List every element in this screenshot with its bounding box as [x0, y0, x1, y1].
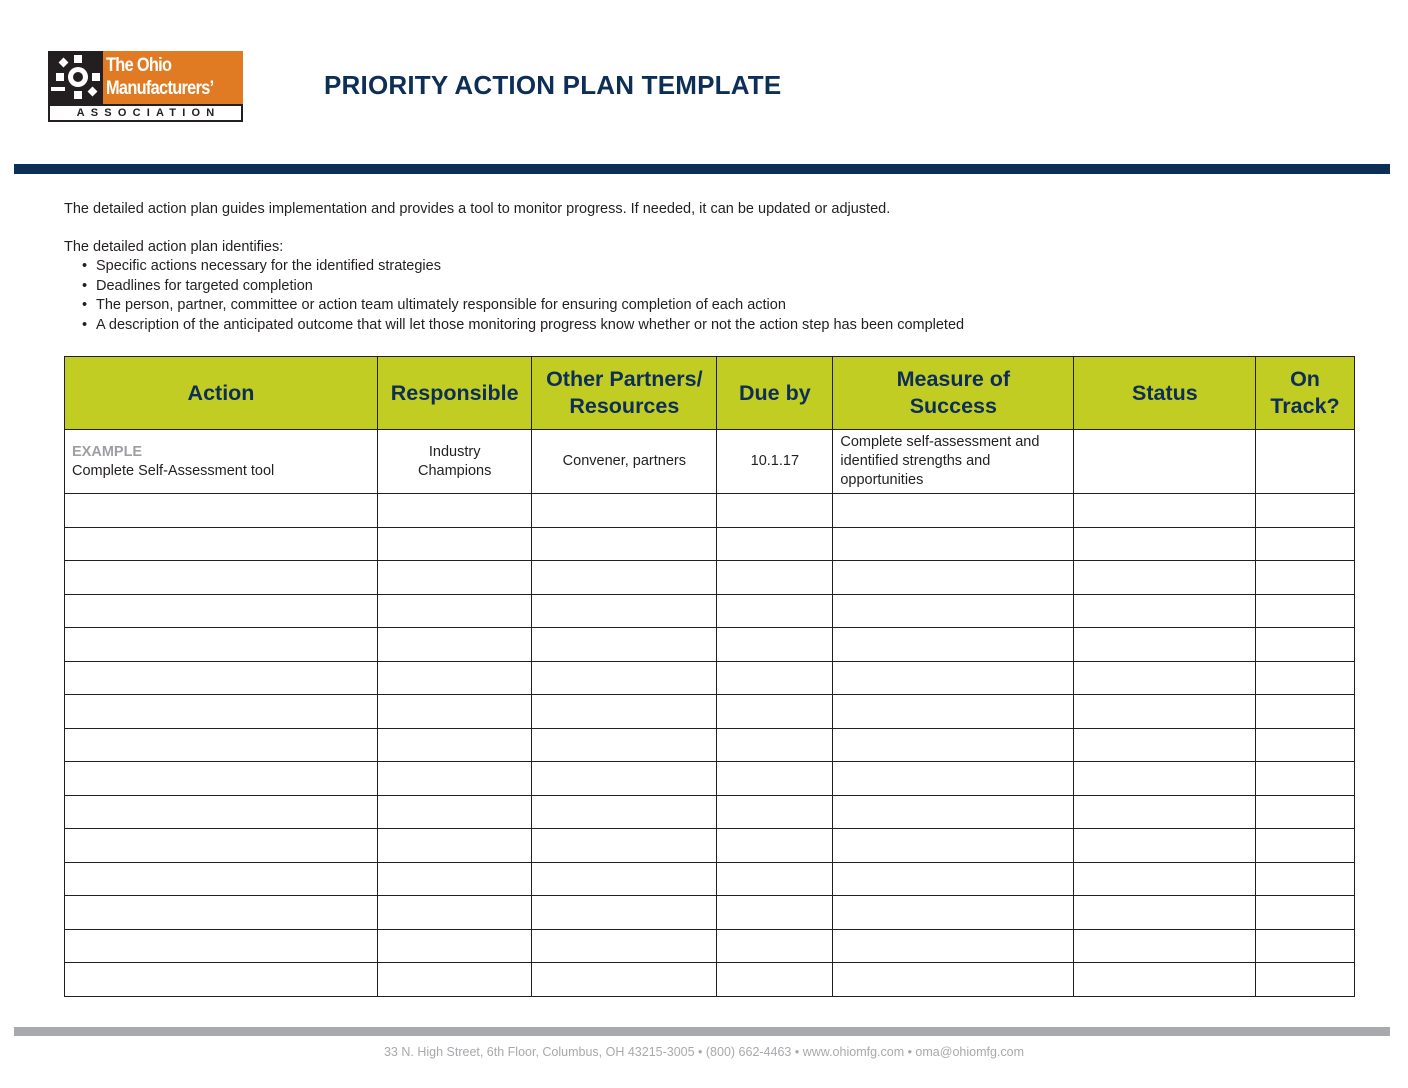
cell-status[interactable] — [1074, 628, 1256, 662]
cell-status[interactable] — [1074, 728, 1256, 762]
cell-on-track[interactable] — [1256, 594, 1354, 628]
cell-responsible[interactable] — [378, 628, 532, 662]
table-row — [65, 628, 1355, 662]
example-responsible-cell[interactable] — [378, 430, 532, 494]
example-label: EXAMPLE — [72, 443, 143, 460]
intro-list-heading: The detailed action plan identifies: — [64, 238, 284, 255]
list-item: • The person, partner, committee or action team ultimately responsible for ensuring completion of each action — [64, 296, 964, 316]
table-row — [65, 661, 1355, 695]
table-row — [65, 494, 1355, 528]
cell-action[interactable] — [65, 661, 378, 695]
cell-measure[interactable] — [833, 661, 1074, 695]
column-header-status: Status — [1074, 357, 1256, 430]
list-item: • Deadlines for targeted completion — [64, 277, 964, 297]
cell-due-by[interactable] — [717, 963, 833, 997]
cell-action[interactable] — [65, 829, 378, 863]
cell-on-track[interactable] — [1256, 795, 1354, 829]
cell-on-track[interactable] — [1256, 963, 1354, 997]
table-row — [65, 762, 1355, 796]
logo-wordmark — [106, 54, 223, 100]
cell-responsible[interactable] — [378, 527, 532, 561]
cell-partners[interactable] — [532, 762, 717, 796]
cell-on-track[interactable] — [1256, 628, 1354, 662]
cell-action[interactable] — [65, 494, 378, 528]
table-row — [65, 896, 1355, 930]
cell-measure[interactable] — [833, 896, 1074, 930]
header-divider — [14, 164, 1390, 174]
cell-due-by[interactable] — [717, 896, 833, 930]
cell-responsible[interactable] — [378, 695, 532, 729]
example-partners-cell[interactable]: Convener, partners — [532, 430, 717, 494]
example-row — [65, 430, 1355, 494]
cell-due-by[interactable] — [717, 527, 833, 561]
column-header-due-by: Due by — [717, 357, 833, 430]
cell-on-track[interactable] — [1256, 561, 1354, 595]
page-title: PRIORITY ACTION PLAN TEMPLATE — [324, 70, 782, 100]
cell-measure[interactable] — [833, 594, 1074, 628]
cell-measure[interactable] — [833, 561, 1074, 595]
table-row — [65, 594, 1355, 628]
cell-status[interactable] — [1074, 862, 1256, 896]
column-header-partners: Other Partners/ Resources — [532, 357, 717, 430]
footer-divider — [14, 1027, 1390, 1036]
cell-responsible[interactable] — [378, 728, 532, 762]
oma-logo — [48, 51, 243, 122]
cell-partners[interactable] — [532, 862, 717, 896]
example-responsible: Industry Champions — [418, 443, 492, 479]
cell-action[interactable] — [65, 762, 378, 796]
cell-action[interactable] — [65, 963, 378, 997]
cell-status[interactable] — [1074, 561, 1256, 595]
cell-on-track[interactable] — [1256, 728, 1354, 762]
cell-responsible[interactable] — [378, 929, 532, 963]
cell-due-by[interactable] — [717, 795, 833, 829]
table-row — [65, 527, 1355, 561]
cell-responsible[interactable] — [378, 762, 532, 796]
table-row — [65, 829, 1355, 863]
cell-status[interactable] — [1074, 762, 1256, 796]
cell-due-by[interactable] — [717, 494, 833, 528]
cell-due-by[interactable] — [717, 628, 833, 662]
cell-measure[interactable] — [833, 494, 1074, 528]
cell-partners[interactable] — [532, 628, 717, 662]
cell-action[interactable] — [65, 728, 378, 762]
example-measure-cell[interactable] — [833, 430, 1074, 494]
cell-partners[interactable] — [532, 661, 717, 695]
logo-line-2: Manufacturers’ — [106, 78, 214, 99]
column-header-on-track: On Track? — [1256, 357, 1354, 430]
list-item: • A description of the anticipated outcome that will let those monitoring progress know whether or not the action step has been completed — [64, 316, 964, 336]
example-measure: Complete self-assessment and identified strengths and opportunities — [840, 434, 1040, 488]
table-row — [65, 728, 1355, 762]
cell-status[interactable] — [1074, 661, 1256, 695]
cell-status[interactable] — [1074, 929, 1256, 963]
logo-association-text: ASSOCIATION — [76, 107, 221, 119]
cell-measure[interactable] — [833, 929, 1074, 963]
cell-status[interactable] — [1074, 594, 1256, 628]
table-row — [65, 862, 1355, 896]
cell-responsible[interactable] — [378, 561, 532, 595]
intro-paragraph: The detailed action plan guides implementation and provides a tool to monitor progress. If needed, it can be updated or adjusted. — [64, 201, 891, 217]
cell-responsible[interactable] — [378, 795, 532, 829]
example-on-track-cell[interactable] — [1256, 430, 1354, 494]
cell-measure[interactable] — [833, 795, 1074, 829]
cell-responsible[interactable] — [378, 661, 532, 695]
example-status-cell[interactable] — [1074, 430, 1256, 494]
cell-due-by[interactable] — [717, 661, 833, 695]
cell-due-by[interactable] — [717, 829, 833, 863]
cell-action[interactable] — [65, 527, 378, 561]
table-row — [65, 929, 1355, 963]
cell-status[interactable] — [1074, 829, 1256, 863]
cell-measure[interactable] — [833, 963, 1074, 997]
list-item: • Specific actions necessary for the identified strategies — [64, 257, 964, 277]
gear-figure-icon — [48, 51, 103, 104]
cell-partners[interactable] — [532, 594, 717, 628]
cell-responsible[interactable] — [378, 494, 532, 528]
cell-partners[interactable] — [532, 527, 717, 561]
cell-action[interactable] — [65, 628, 378, 662]
table-row — [65, 795, 1355, 829]
cell-partners[interactable] — [532, 896, 717, 930]
cell-on-track[interactable] — [1256, 494, 1354, 528]
cell-status[interactable] — [1074, 527, 1256, 561]
cell-status[interactable] — [1074, 494, 1256, 528]
cell-responsible[interactable] — [378, 896, 532, 930]
cell-responsible[interactable] — [378, 829, 532, 863]
cell-responsible[interactable] — [378, 862, 532, 896]
cell-due-by[interactable] — [717, 695, 833, 729]
table-header-row — [65, 357, 1355, 430]
cell-on-track[interactable] — [1256, 896, 1354, 930]
cell-action[interactable] — [65, 594, 378, 628]
intro-section — [64, 200, 964, 335]
cell-due-by[interactable] — [717, 594, 833, 628]
cell-partners[interactable] — [532, 561, 717, 595]
cell-action[interactable] — [65, 795, 378, 829]
cell-partners[interactable] — [532, 963, 717, 997]
cell-partners[interactable] — [532, 695, 717, 729]
footer-contact: 33 N. High Street, 6th Floor, Columbus, OH 43215-3005 • (800) 662-4463 • www.ohiomfg.com • oma@ohiomfg.com — [383, 1045, 1024, 1059]
cell-partners[interactable] — [532, 494, 717, 528]
cell-responsible[interactable] — [378, 963, 532, 997]
cell-partners[interactable] — [532, 728, 717, 762]
table-row — [65, 561, 1355, 595]
cell-measure[interactable] — [833, 527, 1074, 561]
cell-action[interactable] — [65, 862, 378, 896]
cell-action[interactable] — [65, 695, 378, 729]
cell-measure[interactable] — [833, 829, 1074, 863]
cell-status[interactable] — [1074, 963, 1256, 997]
column-header-action: Action — [65, 357, 378, 430]
cell-measure[interactable] — [833, 862, 1074, 896]
cell-responsible[interactable] — [378, 594, 532, 628]
cell-on-track[interactable] — [1256, 527, 1354, 561]
cell-measure[interactable] — [833, 728, 1074, 762]
cell-partners[interactable] — [532, 829, 717, 863]
cell-partners[interactable] — [532, 795, 717, 829]
cell-due-by[interactable] — [717, 762, 833, 796]
cell-due-by[interactable] — [717, 561, 833, 595]
cell-on-track[interactable] — [1256, 929, 1354, 963]
column-header-responsible: Responsible — [378, 357, 532, 430]
example-due-by-cell[interactable]: 10.1.17 — [717, 430, 833, 494]
table-row — [65, 963, 1355, 997]
cell-on-track[interactable] — [1256, 862, 1354, 896]
cell-status[interactable] — [1074, 896, 1256, 930]
cell-status[interactable] — [1074, 695, 1256, 729]
cell-due-by[interactable] — [717, 728, 833, 762]
cell-status[interactable] — [1074, 795, 1256, 829]
intro-bullet-list — [64, 257, 964, 335]
cell-action[interactable] — [65, 561, 378, 595]
cell-measure[interactable] — [833, 762, 1074, 796]
cell-due-by[interactable] — [717, 862, 833, 896]
cell-on-track[interactable] — [1256, 695, 1354, 729]
cell-measure[interactable] — [833, 628, 1074, 662]
cell-action[interactable] — [65, 929, 378, 963]
cell-due-by[interactable] — [717, 929, 833, 963]
cell-action[interactable] — [65, 896, 378, 930]
logo-line-1: The Ohio — [106, 55, 172, 76]
cell-measure[interactable] — [833, 695, 1074, 729]
example-action: Complete Self-Assessment tool — [72, 462, 275, 479]
table-row — [65, 695, 1355, 729]
cell-partners[interactable] — [532, 929, 717, 963]
cell-on-track[interactable] — [1256, 661, 1354, 695]
action-plan-table — [64, 356, 1355, 997]
column-header-measure: Measure of Success — [833, 357, 1074, 430]
cell-on-track[interactable] — [1256, 762, 1354, 796]
cell-on-track[interactable] — [1256, 829, 1354, 863]
example-action-cell[interactable] — [65, 430, 378, 494]
